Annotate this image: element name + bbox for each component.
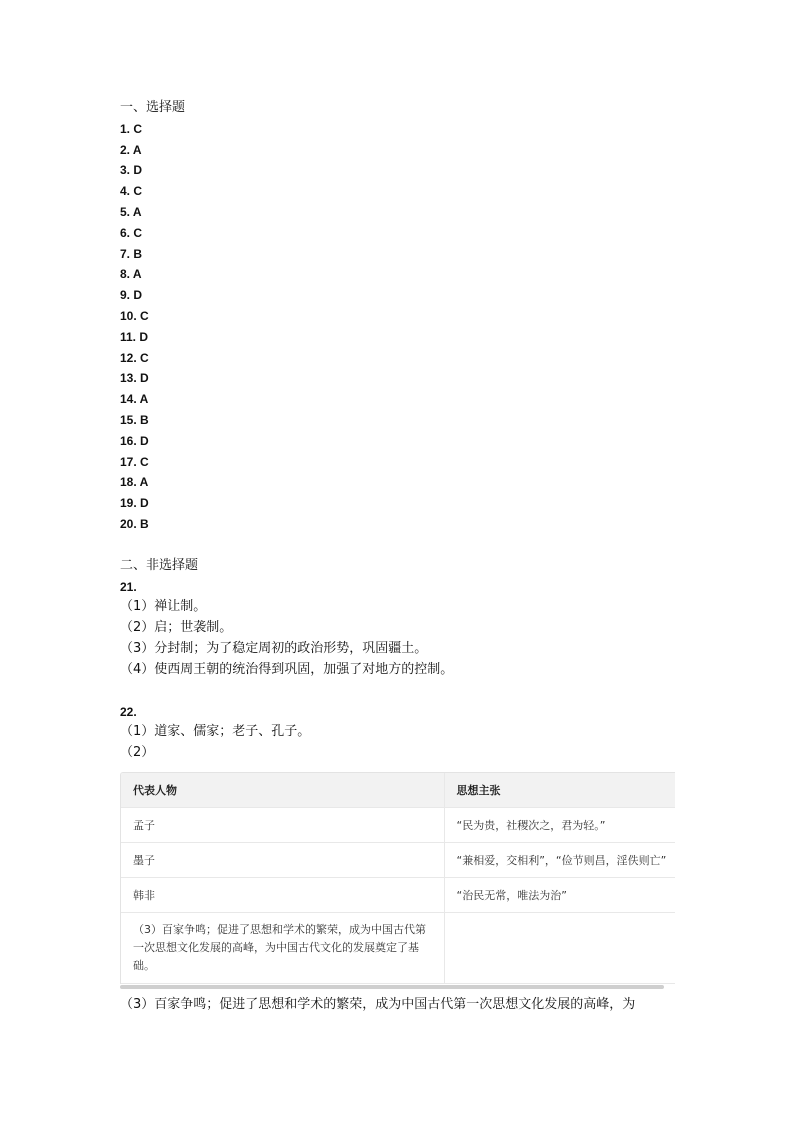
answer-item: 1. C — [120, 121, 143, 136]
answer-item: 11. D — [120, 329, 149, 344]
answer-item: 8. A — [120, 267, 142, 282]
horizontal-scrollbar[interactable] — [120, 985, 664, 989]
answer-item: 16. D — [120, 433, 149, 448]
answer-item: 6. C — [120, 225, 143, 240]
table-cell: （3）百家争鸣；促进了思想和学术的繁荣，成为中国古代第一次思想文化发展的高峰，为中国古代文化的发展奠定了基础。 — [121, 912, 444, 983]
answer-item: 13. D — [120, 371, 149, 386]
answer-item: 4. C — [120, 184, 143, 199]
table-cell: 孟子 — [121, 807, 444, 842]
section2-title: 二、非选择题 — [120, 557, 199, 573]
answer-item: 20. B — [120, 516, 149, 531]
answer-item: 5. A — [120, 204, 142, 219]
header-representative: 代表人物 — [121, 773, 444, 808]
q22-line-2: （2） — [120, 745, 155, 761]
answer-item: 2. A — [120, 142, 142, 157]
q21-line-2: （2）启；世袭制。 — [120, 620, 233, 636]
table-cell: “民为贵，社稷次之，君为轻。” — [444, 807, 675, 842]
answer-item: 17. C — [120, 454, 149, 469]
q21-line-1: （1）禅让制。 — [120, 599, 207, 615]
answer-item: 15. B — [120, 412, 149, 427]
answer-item: 19. D — [120, 496, 149, 511]
answer-item: 18. A — [120, 475, 149, 490]
table-cell — [444, 912, 675, 983]
q21-line-3: （3）分封制；为了稳定周初的政治形势，巩固疆土。 — [120, 640, 428, 656]
q22-line-3: （3）百家争鸣；促进了思想和学术的繁荣，成为中国古代第一次思想文化发展的高峰，为 — [120, 996, 636, 1012]
document-page — [120, 98, 680, 1016]
header-idea: 思想主张 — [444, 773, 675, 808]
answer-item: 3. D — [120, 163, 143, 178]
table-cell: “治民无常，唯法为治” — [444, 877, 675, 912]
section1-title: 一、选择题 — [120, 100, 186, 115]
table-row — [121, 877, 675, 912]
q21-line-4: （4）使西周王朝的统治得到巩固，加强了对地方的控制。 — [120, 661, 454, 677]
table-row — [121, 912, 675, 983]
answer-list — [120, 119, 680, 535]
table-cell: 韩非 — [121, 877, 444, 912]
q21-number: 21. — [120, 579, 137, 594]
thinkers-table — [121, 773, 675, 984]
answer-item: 10. C — [120, 308, 149, 323]
answer-item: 12. C — [120, 350, 149, 365]
q22-number: 22. — [120, 704, 137, 719]
answer-item: 7. B — [120, 246, 143, 261]
answer-item: 9. D — [120, 288, 143, 303]
answer-item: 14. A — [120, 392, 149, 407]
q22-line-1: （1）道家、儒家；老子、孔子。 — [120, 724, 311, 740]
table-row — [121, 842, 675, 877]
table-cell: 墨子 — [121, 842, 444, 877]
thinkers-table-container[interactable] — [120, 772, 675, 984]
table-cell: “兼相爱，交相利”，“俭节则昌，淫佚则亡” — [444, 842, 675, 877]
table-row — [121, 807, 675, 842]
table-header-row — [121, 773, 675, 808]
